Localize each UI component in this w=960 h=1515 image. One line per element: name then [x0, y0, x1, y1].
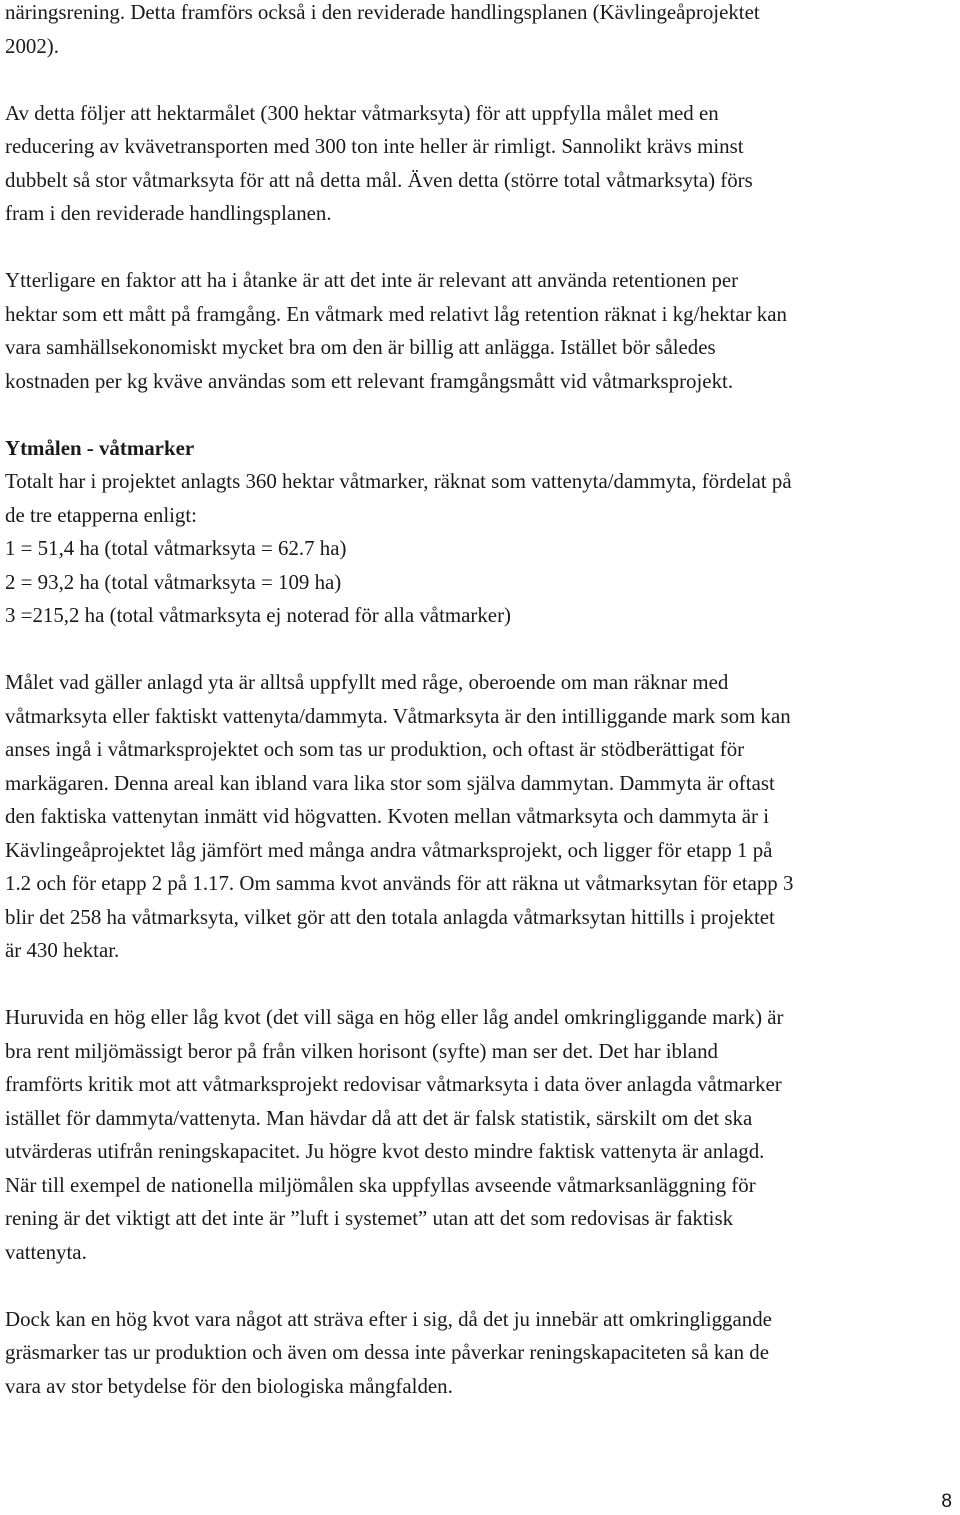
text-line: Kävlingeåprojektet låg jämfört med många andra våtmarksprojekt, och ligger för etapp 1 på [5, 837, 773, 862]
text-line: bra rent miljömässigt beror på från vilken horisont (syfte) man ser det. Det har ibland [5, 1038, 718, 1063]
text-line: de tre etapperna enligt: [5, 502, 197, 527]
paragraph [5, 264, 960, 398]
text-line: den faktiska vattenytan inmätt vid högvatten. Kvoten mellan våtmarksyta och dammyta är i [5, 804, 770, 828]
text-line: Målet vad gäller anlagd yta är alltså uppfyllt med råge, oberoende om man räknar med [5, 670, 729, 694]
text-line: 1 = 51,4 ha (total våtmarksyta = 62.7 ha) [5, 536, 347, 560]
section-heading: Ytmålen - våtmarker [5, 435, 195, 460]
text-line: När till exempel de nationella miljömålen ska uppfyllas avseende våtmarksanläggning för [5, 1172, 756, 1197]
paragraph [5, 1001, 960, 1269]
text-line: 1.2 och för etapp 2 på 1.17. Om samma kvot används för att räkna ut våtmarksytan för etapp 3 [5, 871, 794, 895]
text-line: vara av stor betydelse för den biologiska mångfalden. [5, 1373, 453, 1398]
text-line: Totalt har i projektet anlagts 360 hektar våtmarker, räknat som vattenyta/dammyta, fördelat på [5, 469, 792, 493]
text-line: istället för dammyta/vattenyta. Man hävdar då att det är falsk statistik, särskilt om det ska [5, 1105, 753, 1130]
paragraph-spacer [5, 398, 960, 432]
text-line: utvärderas utifrån reningskapacitet. Ju högre kvot desto mindre faktisk vattenyta är anlagd. [5, 1139, 765, 1163]
paragraph [5, 666, 960, 968]
section [5, 432, 960, 633]
text-line: Av detta följer att hektarmålet (300 hektar våtmarksyta) för att uppfylla målet med en [5, 100, 719, 125]
text-line: kostnaden per kg kväve användas som ett relevant framgångsmått vid våtmarksprojekt. [5, 368, 734, 393]
paragraph [5, 97, 960, 231]
text-line: 3 =215,2 ha (total våtmarksyta ej noterad för alla våtmarker) [5, 603, 511, 627]
text-line: dubbelt så stor våtmarksyta för att nå detta mål. Även detta (större total våtmarksyta) förs [5, 167, 753, 192]
paragraph-spacer [5, 231, 960, 265]
paragraph-spacer [5, 63, 960, 97]
text-line: Dock kan en hög kvot vara något att sträva efter i sig, då det ju innebär att omkringliggande [5, 1306, 772, 1331]
text-line: framförts kritik mot att våtmarksprojekt redovisar våtmarksyta i data över anlagda våtmarker [5, 1072, 782, 1096]
text-line: vara samhällsekonomiskt mycket bra om den är billig att anlägga. Istället bör således [5, 335, 716, 359]
text-line: är 430 hektar. [5, 938, 120, 962]
text-line: 2 = 93,2 ha (total våtmarksyta = 109 ha) [5, 569, 342, 594]
text-line: gräsmarker tas ur produktion och även om dessa inte påverkar reningskapaciteten så kan de [5, 1340, 769, 1364]
text-line: reducering av kvävetransporten med 300 ton inte heller är rimligt. Sannolikt krävs minst [5, 134, 744, 158]
paragraph-spacer [5, 1269, 960, 1303]
text-line: fram i den reviderade handlingsplanen. [5, 201, 332, 225]
paragraph [5, 1303, 960, 1404]
text-line: blir det 258 ha våtmarksyta, vilket gör att den totala anlagda våtmarksytan hittills i projektet [5, 904, 775, 929]
text-line: rening är det viktigt att det inte är ”luft i systemet” utan att det som redovisas är faktisk [5, 1206, 734, 1230]
text-line: Ytterligare en faktor att ha i åtanke är att det inte är relevant att använda retentionen per [5, 268, 739, 292]
paragraph [5, 0, 960, 63]
text-line: anses ingå i våtmarksprojektet och som tas ur produktion, och oftast är stödberättigat för [5, 737, 745, 761]
text-line: vattenyta. [5, 1239, 87, 1264]
text-line: markägaren. Denna areal kan ibland vara lika stor som själva dammytan. Dammyta är oftast [5, 770, 775, 795]
text-line: hektar som ett mått på framgång. En våtmark med relativt låg retention räknat i kg/hektar kan [5, 301, 787, 326]
paragraph-spacer [5, 633, 960, 667]
text-line: Huruvida en hög eller låg kvot (det vill säga en hög eller låg andel omkringliggande mark) är [5, 1005, 784, 1029]
document-body [5, 0, 960, 1403]
page-number: 8 [941, 1491, 952, 1512]
text-line: 2002). [5, 33, 59, 58]
text-line: näringsrening. Detta framförs också i den reviderade handlingsplanen (Kävlingeåprojektet [5, 0, 760, 24]
paragraph-spacer [5, 968, 960, 1002]
text-line: våtmarksyta eller faktiskt vattenyta/dammyta. Våtmarksyta är den intilliggande mark som kan [5, 703, 791, 728]
